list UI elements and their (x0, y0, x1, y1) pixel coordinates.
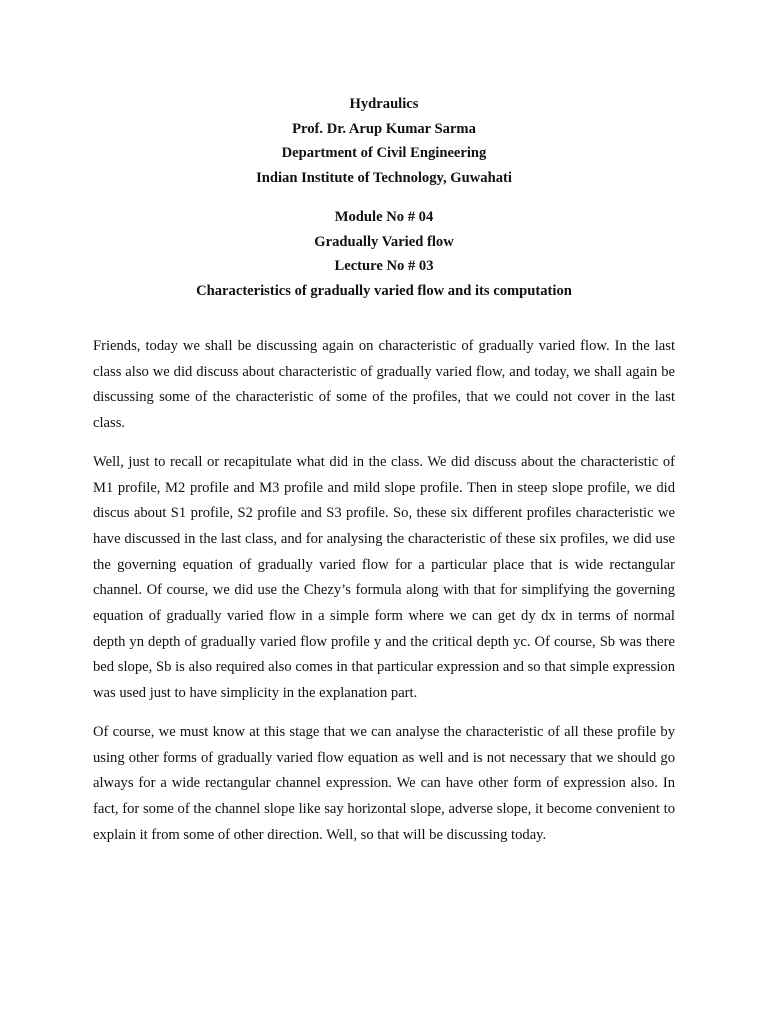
module-number: Module No # 04 (334, 209, 434, 225)
course-title: Hydraulics (349, 96, 419, 112)
module-info (0, 205, 768, 303)
lecture-title: Characteristics of gradually varied flow and its computation (196, 282, 572, 299)
document-header (0, 92, 768, 190)
professor-name: Prof. Dr. Arup Kumar Sarma (292, 120, 476, 137)
department-name: Department of Civil Engineering (281, 145, 487, 161)
module-topic: Gradually Varied flow (314, 233, 454, 250)
body-text (93, 334, 675, 861)
institute-name: Indian Institute of Technology, Guwahati (256, 169, 512, 186)
paragraph: Friends, today we shall be discussing again on characteristic of gradually varied flow. In the last class also we did discuss about characteristic of gradually varied flow, and today, we shall again be discussing some of the characteristic of some of the profiles, that we could not cover in the last class. (93, 338, 675, 432)
paragraph: Well, just to recall or recapitulate what did in the class. We did discuss about the characteristic of M1 profile, M2 profile and M3 profile and mild slope profile. Then in steep slope profile, we did discus about S1 profile, S2 profile and S3 profile. So, these six different profiles characteristic we have discussed in the last class, and for analysing the characteristic of these six profiles, we did use the governing equation of gradually varied flow for a particular place that is wide rectangular channel. Of course, we did use the Chezy’s formula along with that for simplifying the governing equation of gradually varied flow in a simple form where we can get dy dx in terms of normal depth yn depth of gradually varied flow profile y and the critical depth yc. Of course, Sb was there bed slope, Sb is also required also comes in that particular expression and so that simple expression was used just to have simplicity in the explanation part. (93, 453, 675, 702)
paragraph: Of course, we must know at this stage that we can analyse the characteristic of all these profile by using other forms of gradually varied flow equation as well and is not necessary that we should go always for a wide rectangular channel expression. We can have other form of expression also. In fact, for some of the channel slope like say horizontal slope, adverse slope, it become convenient to explain it from some of other direction. Well, so that will be discussing today. (93, 723, 675, 843)
lecture-number: Lecture No # 03 (334, 258, 434, 274)
